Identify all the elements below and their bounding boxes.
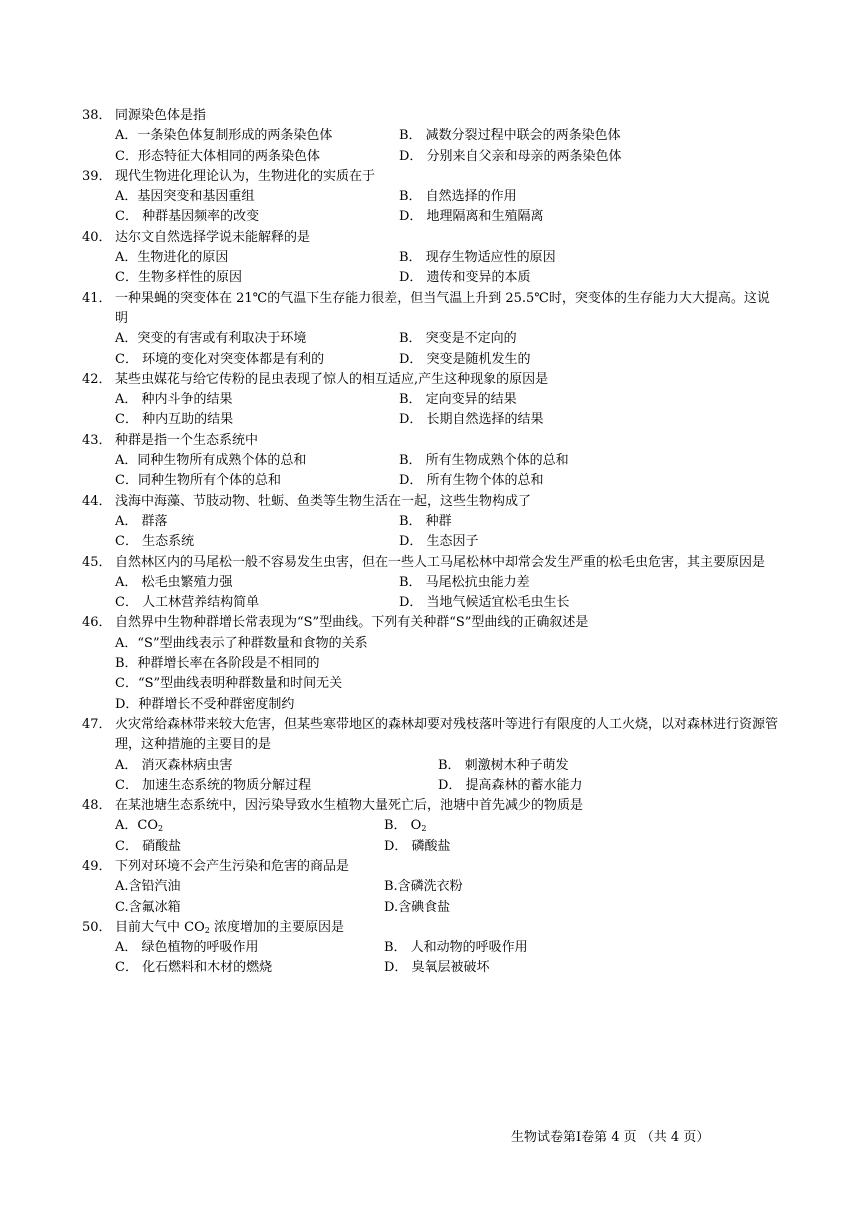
option-row [115,248,782,268]
option-list [82,390,782,431]
question-stem [82,370,782,390]
question-number: 46． [82,615,112,631]
option-a [115,877,384,897]
question-item [82,613,782,714]
question-list [82,106,782,979]
option-text: B.含磷洗衣粉 [384,879,463,895]
option-text: D． 生态因子 [399,534,479,550]
option-row [115,471,782,491]
option-text: C． 种内互助的结果 [115,412,234,428]
question-item [82,431,782,492]
question-number: 41． [82,290,112,306]
option-text: A．CO [115,818,158,834]
option-text: A．一条染色体复制形成的两条染色体 [115,128,333,144]
option-a [115,329,399,349]
option-a [115,938,384,958]
option-text: C． 种群基因频率的改变 [115,209,260,225]
question-stem [82,857,782,877]
option-text: A． 消灭森林病虫害 [115,757,233,773]
option-text: C．生物多样性的原因 [115,270,242,286]
option-d [399,207,544,227]
option-b [384,816,426,836]
option-text: B． 现存生物适应性的原因 [399,250,556,266]
option-c [115,898,384,918]
option-list [82,756,782,797]
question-item [82,167,782,228]
option-c [115,471,399,491]
option-row [115,816,782,836]
question-text: 自然林区内的马尾松一般不容易发生虫害，但在一些人工马尾松林中却常会发生严重的松毛虫危害，其主要原因是 [115,554,766,570]
question-item [82,106,782,167]
option-text: B．种群增长率在各阶段是不相同的 [115,656,320,672]
option-row [115,451,782,471]
option-text: C． 人工林营养结构简单 [115,595,260,611]
option-c [115,268,399,288]
option-row [115,532,782,552]
question-number: 44． [82,493,112,509]
option-b [438,756,569,776]
option-d [399,593,570,613]
option-list [82,512,782,553]
option-text: A．生物进化的原因 [115,250,229,266]
option-c [115,532,399,552]
option-list [82,187,782,228]
option-row [115,390,782,410]
option-text: A．突变的有害或有利取决于环境 [115,331,307,347]
option-row [115,837,782,857]
option-list [82,634,782,715]
question-item [82,715,782,796]
option-text: A． 群落 [115,513,168,529]
option-d [399,147,622,167]
option-list [82,816,782,857]
option-text: B． 突变是不定向的 [399,331,517,347]
option-c [115,958,384,978]
question-stem [82,228,782,248]
option-b [384,938,528,958]
question-text: 现代生物进化理论认为，生物进化的实质在于 [115,168,376,184]
option-d [399,532,479,552]
question-text: 一种果蝇的突变体在 21℃的气温下生存能力很差，但当气温上升到 25.5℃时，突变体的生存能力大大提高。这说明 [115,290,770,326]
question-text: 火灾常给森林带来较大危害，但某些寒带地区的森林却要对残枝落叶等进行有限度的人工火烧，以对森林进行资源管理，这种措施的主要目的是 [115,716,779,753]
option-row [115,877,782,897]
option-list [82,938,782,979]
option-d [438,776,583,796]
option-b [399,126,621,146]
option-a [115,451,399,471]
option-row [115,268,782,288]
option-a [115,816,384,836]
option-row [115,207,782,227]
option-text: D． 地理隔离和生殖隔离 [399,209,544,225]
option-text: C．“S”型曲线表明种群数量和时间无关 [115,676,343,692]
option-b [399,512,452,532]
option-row [115,938,782,958]
option-b [384,877,463,897]
option-text: C．同种生物所有个体的总和 [115,473,281,489]
question-number: 43． [82,432,112,448]
question-text-part: 目前大气中 CO [115,919,205,935]
option-text: B． 减数分裂过程中联会的两条染色体 [399,128,621,144]
option-text: A． 松毛虫繁殖力强 [115,574,233,590]
option-text: A．“S”型曲线表示了种群数量和食物的关系 [115,635,368,651]
question-text-part: 2 [204,925,210,935]
option-d [384,837,451,857]
option-b [399,248,556,268]
option-text: B． 定向变异的结果 [399,392,517,408]
question-number: 40． [82,229,112,245]
question-stem [82,289,782,330]
option-text: A.含铅汽油 [115,879,181,895]
question-stem [82,553,782,573]
option-text: D． 臭氧层被破坏 [384,960,490,976]
option-text: D． 长期自然选择的结果 [399,412,544,428]
option-text: A． 种内斗争的结果 [115,392,233,408]
question-stem [82,715,782,756]
question-stem [82,167,782,187]
question-item [82,492,782,553]
question-text: 在某池塘生态系统中，因污染导致水生植物大量死亡后，池塘中首先减少的物质是 [115,798,584,814]
option-text: A． 绿色植物的呼吸作用 [115,940,259,956]
option-d [399,268,531,288]
option-a [115,512,399,532]
option-row [115,187,782,207]
option-row [115,126,782,146]
question-number: 47． [82,716,112,732]
option-text: C．形态特征大体相同的两条染色体 [115,148,320,164]
option-text: D． 突变是随机发生的 [399,351,531,367]
question-text: 种群是指一个生态系统中 [115,432,259,448]
option-text: D． 分别来自父亲和母亲的两条染色体 [399,148,622,164]
question-stem [82,796,782,816]
option-row [115,756,782,776]
option-list [82,248,782,289]
option-a [115,126,399,146]
option-list [82,451,782,492]
option-d [399,350,531,370]
option-text: D． 所有生物个体的总和 [399,473,544,489]
option-list [82,126,782,167]
option-text: B． 自然选择的作用 [399,189,517,205]
question-number: 49． [82,858,112,874]
option-c [115,410,399,430]
option-c [115,593,399,613]
option-text: A．同种生物所有成熟个体的总和 [115,453,307,469]
option-text: B． 刺激树木种子萌发 [438,757,569,773]
option-list [82,573,782,614]
option-b [399,573,530,593]
option-row [115,350,782,370]
option-row [115,329,782,349]
option-c [115,147,399,167]
option-text: C． 环境的变化对突变体都是有利的 [115,351,325,367]
question-stem [82,918,782,938]
option-c [115,350,399,370]
question-item [82,857,782,918]
option-a [115,573,399,593]
option-row [115,776,782,796]
option-row [115,674,782,694]
option-row [115,898,782,918]
question-text: 达尔文自然选择学说未能解释的是 [115,229,311,245]
option-list [82,329,782,370]
option-text: C.含氟冰箱 [115,899,181,915]
option-a [115,187,399,207]
question-item [82,553,782,614]
question-stem [82,431,782,451]
option-subscript: 2 [421,824,427,834]
question-item [82,370,782,431]
option-text: D．种群增长不受种群密度制约 [115,696,295,712]
question-text: 浅海中海藻、节肢动物、牡蛎、鱼类等生物生活在一起，这些生物构成了 [115,493,532,509]
option-b [399,451,569,471]
page-footer: 生物试卷第Ⅰ卷第 4 页 （共 4 页） [511,1130,710,1145]
option-d [399,410,544,430]
question-text: 下列对环境不会产生污染和危害的商品是 [115,858,350,874]
question-item [82,228,782,289]
question-number: 42． [82,371,112,387]
option-c [115,674,342,694]
question-stem [82,106,782,126]
option-c [115,837,384,857]
option-list [82,877,782,918]
option-text: B． 所有生物成熟个体的总和 [399,453,569,469]
option-d [115,695,294,715]
question-item [82,918,782,979]
question-number: 39． [82,168,112,184]
option-row [115,634,782,654]
option-text: B． 人和动物的呼吸作用 [384,940,528,956]
question-text-part: 浓度增加的主要原因是 [209,919,344,935]
option-row [115,410,782,430]
option-b [399,329,517,349]
option-row [115,512,782,532]
option-c [115,207,399,227]
option-text: D． 磷酸盐 [384,838,451,854]
option-text: D． 当地气候适宜松毛虫生长 [399,595,570,611]
option-text: D.含碘食盐 [384,899,451,915]
question-number: 48． [82,798,112,814]
option-text: B． 种群 [399,513,452,529]
question-stem [82,492,782,512]
option-d [384,898,450,918]
option-row [115,695,782,715]
option-a [115,248,399,268]
question-text: 自然界中生物种群增长常表现为“S”型曲线。下列有关种群“S”型曲线的正确叙述是 [115,615,589,631]
option-d [399,471,544,491]
question-text: 同源染色体是指 [115,108,207,123]
option-a [115,634,368,654]
option-text: B． O [384,818,422,834]
option-text: B． 马尾松抗虫能力差 [399,574,530,590]
option-a [115,756,438,776]
question-text: 某些虫媒花与给它传粉的昆虫表现了惊人的相互适应,产生这种现象的原因是 [115,371,549,387]
option-b [399,390,517,410]
option-row [115,573,782,593]
question-item [82,289,782,370]
option-d [384,958,490,978]
option-text: A．基因突变和基因重组 [115,189,255,205]
option-text: C． 化石燃料和木材的燃烧 [115,960,273,976]
question-number: 45． [82,554,112,570]
option-text: C． 生态系统 [115,534,195,550]
option-subscript: 2 [158,824,164,834]
option-row [115,958,782,978]
option-a [115,390,399,410]
option-text: D． 提高森林的蓄水能力 [438,777,583,793]
option-b [399,187,517,207]
option-text: C． 加速生态系统的物质分解过程 [115,777,312,793]
option-row [115,593,782,613]
option-b [115,654,320,674]
question-number: 38． [82,108,112,123]
question-number: 50． [82,919,112,935]
option-row [115,147,782,167]
question-item [82,796,782,857]
option-text: D． 遗传和变异的本质 [399,270,531,286]
option-row [115,654,782,674]
option-c [115,776,438,796]
option-text: C． 硝酸盐 [115,838,182,854]
question-stem [82,613,782,633]
